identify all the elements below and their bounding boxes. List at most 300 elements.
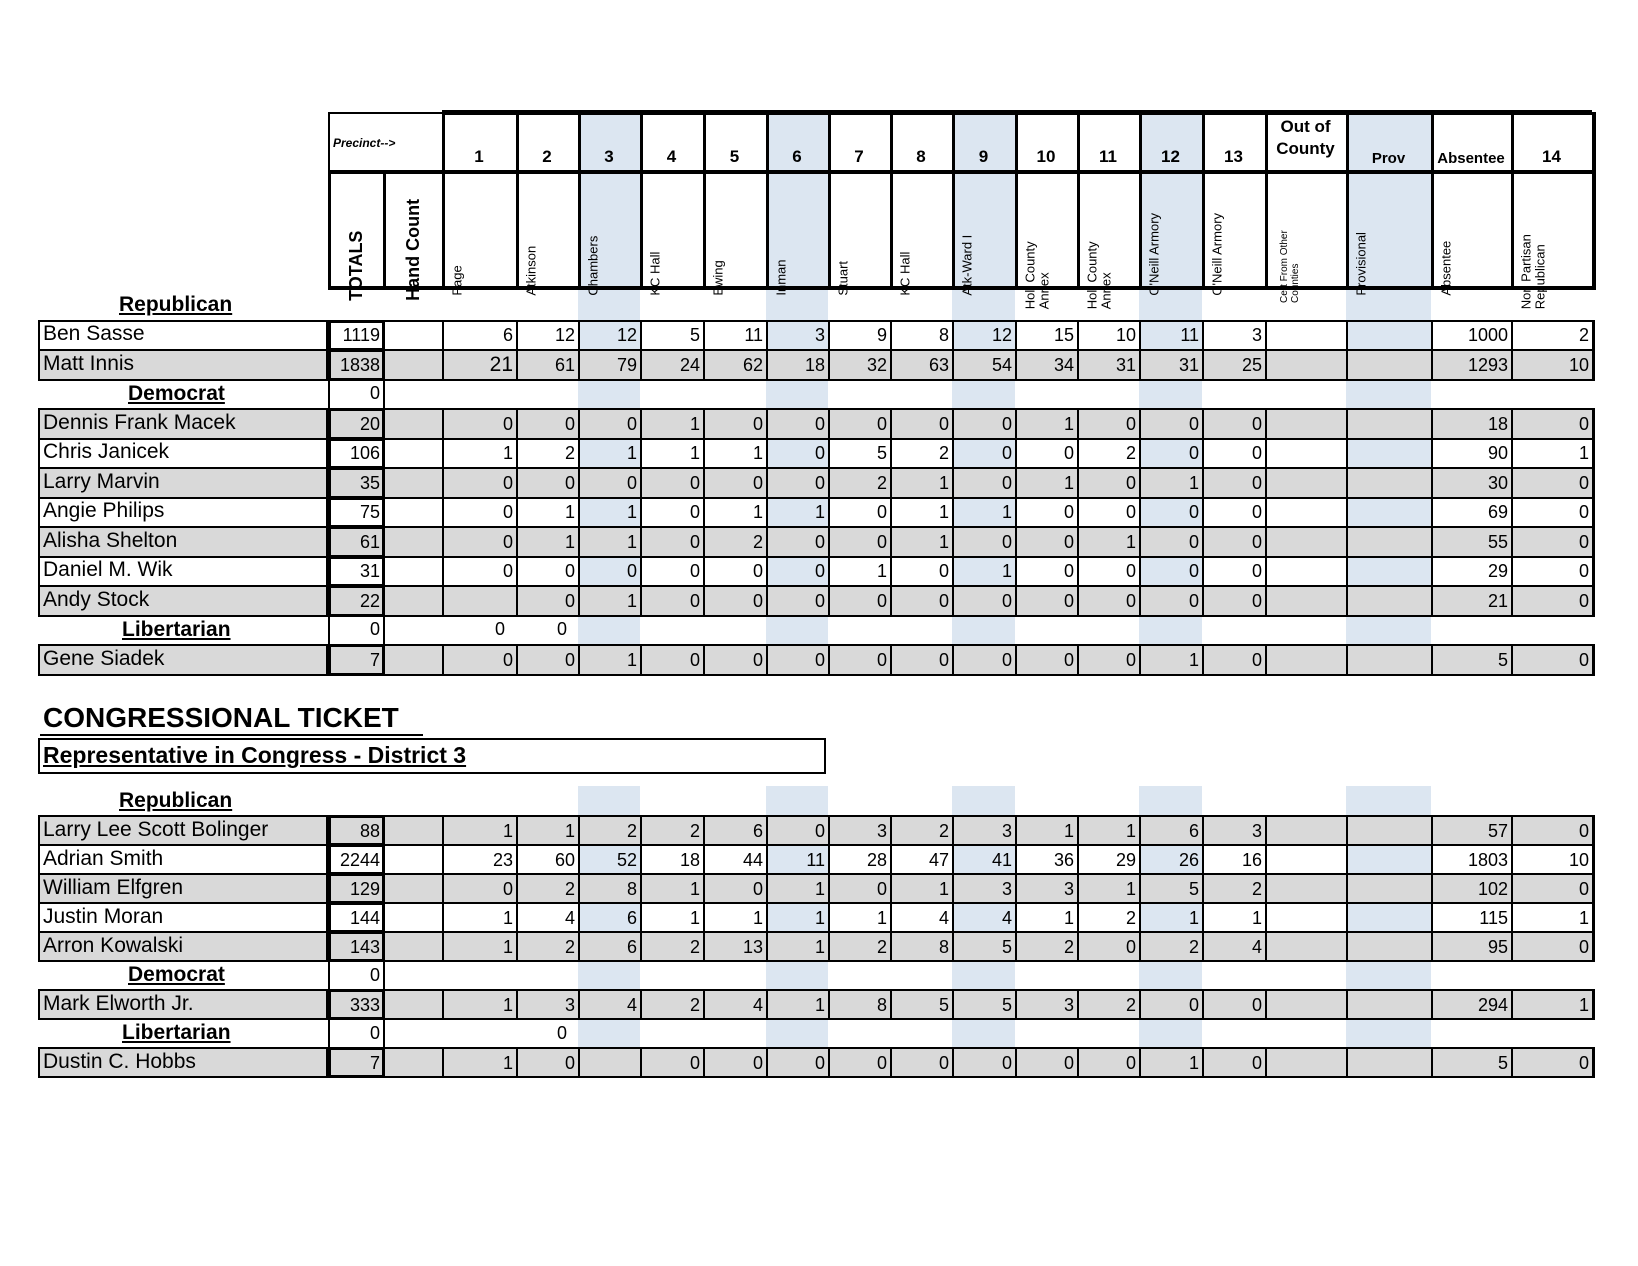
vote-count: 0 (689, 590, 700, 611)
vote-count: 0 (1125, 649, 1136, 670)
column-label: O'Neill Armory (1209, 212, 1225, 296)
vote-count: 0 (1063, 443, 1074, 464)
vote-count: 0 (1578, 413, 1589, 434)
vote-count: 5 (689, 325, 700, 346)
column-label: Non Partisan Republican (1518, 234, 1548, 310)
vote-count: 2 (1188, 936, 1199, 957)
vote-count: 1838 (339, 354, 380, 375)
vote-count: 4 (752, 994, 763, 1015)
vote-count: 5 (1001, 936, 1012, 957)
right-rule (1592, 556, 1595, 588)
vote-count: 0 (502, 472, 513, 493)
vote-count: 15 (1053, 325, 1074, 346)
vote-count: 0 (1188, 413, 1199, 434)
precinct-number: Out of County (1276, 117, 1335, 159)
vote-count: 4 (1001, 907, 1012, 928)
party-heading: Democrat (128, 381, 225, 405)
vote-count: 0 (1063, 502, 1074, 523)
candidate-name: Mark Elworth Jr. (43, 991, 194, 1015)
vote-count: 0 (1001, 1052, 1012, 1073)
vote-count: 0 (814, 561, 825, 582)
vote-count: 0 (1125, 561, 1136, 582)
header-col-rule (516, 112, 519, 290)
vote-count: 1 (1063, 820, 1074, 841)
vote-count: 54 (991, 354, 1012, 375)
right-rule (1592, 349, 1595, 381)
vote-count (578, 1048, 640, 1077)
candidate-name: Justin Moran (43, 904, 164, 928)
vote-count (1346, 527, 1431, 557)
vote-count: 0 (626, 413, 637, 434)
right-rule (1592, 1047, 1595, 1078)
vote-count: 23 (492, 849, 513, 870)
vote-count: 1 (1578, 994, 1589, 1015)
vote-count: 35 (359, 472, 380, 493)
vote-count: 3 (1001, 878, 1012, 899)
vote-count: 29 (1115, 849, 1136, 870)
candidate-name: Alisha Shelton (43, 528, 178, 552)
vote-count: 1 (876, 561, 887, 582)
vote-count: 12 (554, 325, 575, 346)
vote-count: 2 (938, 820, 949, 841)
vote-count: 0 (1125, 472, 1136, 493)
precinct-number: 7 (854, 147, 864, 166)
vote-count (1265, 527, 1346, 557)
vote-count: 4 (564, 907, 575, 928)
vote-count (383, 468, 442, 498)
vote-count: 1 (689, 413, 700, 434)
vote-count: 95 (1487, 936, 1508, 957)
vote-count: 28 (866, 849, 887, 870)
vote-count: 2 (1125, 994, 1136, 1015)
vote-count: 1 (1578, 907, 1589, 928)
vote-count: 6 (1188, 820, 1199, 841)
candidate-name: Angie Philips (43, 499, 165, 523)
header-col-rule (1202, 112, 1205, 290)
vote-count: 1 (876, 907, 887, 928)
vote-count: 21 (489, 353, 513, 377)
column-label: Ewing (710, 260, 726, 296)
vote-count: 6 (502, 325, 513, 346)
vote-count: 0 (938, 561, 949, 582)
vote-count (383, 816, 442, 845)
vote-count: 0 (1578, 502, 1589, 523)
vote-count: 2 (938, 443, 949, 464)
vote-count: 0 (876, 878, 887, 899)
vote-count: 1293 (1467, 354, 1508, 375)
vote-count (1346, 990, 1431, 1019)
vote-count: 0 (814, 531, 825, 552)
precinct-number: Absentee (1437, 150, 1505, 167)
candidate-name: Andy Stock (43, 587, 150, 611)
vote-count: 5 (1497, 1052, 1508, 1073)
vote-count: 1 (1188, 472, 1199, 493)
header-right-rule (1592, 112, 1596, 290)
vote-count: 0 (752, 413, 763, 434)
right-rule (1592, 438, 1595, 470)
party-total: 0 (369, 619, 380, 640)
section-subtitle: Representative in Congress - District 3 (43, 742, 467, 768)
vote-count: 88 (359, 820, 380, 841)
vote-count: 30 (1487, 472, 1508, 493)
vote-count (1346, 932, 1431, 961)
header-col-rule (640, 112, 643, 290)
right-rule (1592, 467, 1595, 499)
vote-count: 0 (1251, 649, 1262, 670)
precinct-number: Prov (1371, 150, 1406, 167)
vote-count: 61 (554, 354, 575, 375)
precinct-number: 2 (542, 147, 552, 166)
vote-count: 1 (502, 1052, 513, 1073)
precinct-number: 8 (916, 147, 926, 166)
right-rule (1592, 873, 1595, 904)
right-rule (1592, 320, 1595, 352)
vote-count: 0 (1125, 590, 1136, 611)
vote-count: 25 (1241, 354, 1262, 375)
vote-count: 1 (502, 907, 513, 928)
vote-count: 1 (564, 531, 575, 552)
header-col-rule (890, 112, 893, 290)
header-col-rule (703, 112, 706, 290)
vote-count (1265, 874, 1346, 903)
vote-count: 0 (626, 472, 637, 493)
precinct-number: 6 (792, 147, 802, 166)
vote-count: 2 (876, 472, 887, 493)
vote-count: 52 (616, 849, 637, 870)
vote-count: 61 (359, 531, 380, 552)
vote-count (1346, 586, 1431, 616)
vote-count: 1803 (1467, 849, 1508, 870)
vote-count: 0 (689, 472, 700, 493)
column-label: Inman (773, 259, 789, 296)
header-col-rule (328, 170, 331, 290)
vote-count (383, 321, 442, 351)
vote-count: 102 (1477, 878, 1508, 899)
vote-count: 0 (1188, 502, 1199, 523)
vote-count: 1 (1188, 907, 1199, 928)
vote-count: 3 (564, 994, 575, 1015)
candidate-name: Larry Lee Scott Bolinger (43, 817, 269, 841)
vote-count: 1 (626, 443, 637, 464)
header-col-rule (1511, 112, 1514, 290)
vote-count: 0 (502, 878, 513, 899)
party-total: 0 (369, 383, 380, 404)
vote-count (1265, 498, 1346, 528)
vote-count: 0 (1125, 502, 1136, 523)
vote-count: 2 (689, 936, 700, 957)
candidate-name: Adrian Smith (43, 846, 164, 870)
vote-count: 2 (564, 936, 575, 957)
vote-count: 7 (369, 649, 380, 670)
vote-count (1265, 990, 1346, 1019)
party-extra-value: 0 (556, 619, 567, 640)
vote-count: 18 (804, 354, 825, 375)
vote-count: 0 (1251, 531, 1262, 552)
vote-count: 0 (876, 531, 887, 552)
precinct-number: 9 (978, 147, 989, 166)
vote-count: 2 (752, 531, 763, 552)
vote-count (1265, 468, 1346, 498)
vote-count: 2 (564, 443, 575, 464)
vote-count: 12 (616, 325, 637, 346)
vote-count (383, 990, 442, 1019)
vote-count (383, 498, 442, 528)
vote-count: 1 (752, 443, 763, 464)
vote-count: 3 (1063, 878, 1074, 899)
vote-count: 0 (752, 590, 763, 611)
vote-count: 0 (626, 561, 637, 582)
vote-count: 0 (1063, 1052, 1074, 1073)
vote-count (383, 527, 442, 557)
vote-count: 0 (938, 413, 949, 434)
vote-count: 29 (1487, 561, 1508, 582)
vote-count (383, 1048, 442, 1077)
vote-count: 1 (1063, 907, 1074, 928)
vote-count: 12 (991, 325, 1012, 346)
vote-count: 0 (1063, 561, 1074, 582)
vote-count: 1 (1578, 443, 1589, 464)
candidate-name: Gene Siadek (43, 646, 165, 670)
column-label: Chambers (585, 235, 601, 296)
vote-count: 0 (752, 649, 763, 670)
right-rule (1592, 585, 1595, 617)
header-col-rule (383, 170, 386, 290)
vote-count (1346, 903, 1431, 932)
vote-count: 0 (564, 561, 575, 582)
vote-count: 0 (938, 590, 949, 611)
vote-count (1265, 903, 1346, 932)
vote-count: 0 (1125, 413, 1136, 434)
party-extra-value (442, 1018, 508, 1047)
vote-count: 2 (689, 820, 700, 841)
vote-count: 6 (626, 907, 637, 928)
vote-count: 1 (689, 443, 700, 464)
column-label: Atk-Ward I (959, 234, 975, 296)
party-heading: Republican (119, 293, 233, 316)
vote-count: 0 (564, 590, 575, 611)
party-heading: Libertarian (122, 1021, 231, 1044)
candidate-name: Daniel M. Wik (43, 558, 173, 582)
right-rule (1592, 526, 1595, 558)
column-label: Holt County Annex (1022, 241, 1052, 310)
vote-count: 47 (928, 849, 949, 870)
precinct-number: 3 (604, 147, 614, 166)
vote-count: 0 (564, 413, 575, 434)
party-heading: Democrat (128, 963, 225, 986)
vote-count: 10 (1568, 354, 1589, 375)
header-col-rule (442, 112, 445, 290)
vote-count: 11 (1180, 325, 1199, 346)
vote-count: 6 (626, 936, 637, 957)
vote-count: 1119 (342, 325, 380, 346)
vote-count: 69 (1487, 502, 1508, 523)
precinct-number: 1 (474, 147, 484, 166)
vote-count: 0 (876, 1052, 887, 1073)
vote-count (1265, 586, 1346, 616)
vote-count: 31 (359, 561, 380, 582)
vote-count: 0 (1063, 531, 1074, 552)
vote-count (383, 557, 442, 587)
vote-count: 0 (502, 561, 513, 582)
vote-count: 1 (938, 502, 949, 523)
vote-count: 1 (1125, 878, 1136, 899)
vote-count: 1 (1188, 1052, 1199, 1073)
vote-count: 10 (1115, 325, 1136, 346)
vote-count: 11 (744, 325, 763, 346)
vote-count: 0 (1578, 472, 1589, 493)
column-label: Atkinson (523, 245, 539, 296)
right-rule (1592, 815, 1595, 846)
vote-count: 75 (359, 502, 380, 523)
candidate-name: Chris Janicek (43, 440, 170, 464)
vote-count: 1 (1063, 472, 1074, 493)
vote-count: 5 (938, 994, 949, 1015)
vote-count: 0 (1001, 413, 1012, 434)
precinct-label: Precinct--> (333, 136, 396, 150)
vote-count: 1 (502, 820, 513, 841)
vote-count: 1 (814, 502, 825, 523)
vote-count: 1 (1251, 907, 1262, 928)
vote-count: 0 (814, 413, 825, 434)
vote-count: 0 (564, 1052, 575, 1073)
vote-count: 1 (938, 878, 949, 899)
column-label: O'Neill Armory (1146, 212, 1162, 296)
vote-count: 0 (1251, 472, 1262, 493)
vote-count: 2 (1125, 907, 1136, 928)
header-col-rule (1139, 112, 1142, 290)
vote-count: 0 (1578, 936, 1589, 957)
party-extra-value: 0 (494, 619, 505, 640)
vote-count: 2 (876, 936, 887, 957)
vote-count: 20 (359, 413, 380, 434)
vote-count: 21 (1487, 590, 1508, 611)
column-label: Hand Count (402, 198, 423, 301)
vote-count: 1 (814, 907, 825, 928)
vote-count: 0 (502, 413, 513, 434)
vote-count: 18 (679, 849, 700, 870)
party-heading: Libertarian (122, 617, 231, 641)
vote-count: 2 (1251, 878, 1262, 899)
vote-count: 31 (1178, 354, 1199, 375)
vote-count (1346, 845, 1431, 874)
vote-count (1346, 409, 1431, 439)
vote-count: 44 (742, 849, 763, 870)
precinct-number: 5 (729, 147, 740, 166)
vote-count (1265, 439, 1346, 469)
vote-count (1265, 409, 1346, 439)
vote-count: 0 (1125, 1052, 1136, 1073)
vote-count: 4 (1251, 936, 1262, 957)
vote-count (1265, 932, 1346, 961)
header-col-rule (578, 112, 581, 290)
vote-count: 1 (564, 502, 575, 523)
vote-count: 2 (689, 994, 700, 1015)
vote-count: 0 (1001, 472, 1012, 493)
vote-count: 79 (616, 354, 637, 375)
vote-count: 1 (1063, 413, 1074, 434)
right-rule (1592, 989, 1595, 1020)
candidate-name: Dustin C. Hobbs (43, 1049, 196, 1073)
vote-count: 18 (1487, 413, 1508, 434)
vote-count: 0 (1578, 531, 1589, 552)
vote-count: 5 (1497, 649, 1508, 670)
vote-count: 0 (1251, 1052, 1262, 1073)
vote-count: 0 (814, 1052, 825, 1073)
vote-count (1265, 557, 1346, 587)
vote-count (383, 845, 442, 874)
header-col-rule (1077, 112, 1080, 290)
vote-count: 7 (369, 1052, 380, 1073)
vote-count: 294 (1477, 994, 1508, 1015)
vote-count: 0 (1188, 561, 1199, 582)
vote-count: 63 (928, 354, 949, 375)
vote-count: 26 (1178, 849, 1199, 870)
vote-count: 1 (689, 878, 700, 899)
vote-count: 0 (938, 1052, 949, 1073)
party-heading: Republican (119, 789, 233, 812)
vote-count: 5 (876, 443, 887, 464)
vote-count: 0 (689, 1052, 700, 1073)
vote-count (1265, 321, 1346, 351)
header-col-rule (1015, 112, 1018, 290)
column-label: Absentee (1438, 240, 1454, 296)
vote-count: 143 (349, 936, 380, 957)
vote-count: 0 (814, 820, 825, 841)
vote-count: 0 (1251, 413, 1262, 434)
vote-count (1346, 439, 1431, 469)
vote-count: 3 (1001, 820, 1012, 841)
vote-count: 0 (1188, 590, 1199, 611)
vote-count: 16 (1241, 849, 1262, 870)
vote-count: 0 (1251, 561, 1262, 582)
vote-count: 1 (752, 907, 763, 928)
vote-count: 0 (814, 590, 825, 611)
precinct-number: 12 (1161, 147, 1180, 166)
vote-count: 1 (938, 531, 949, 552)
vote-count: 106 (349, 443, 380, 464)
column-label: KC Hall (647, 251, 663, 296)
vote-count: 0 (876, 590, 887, 611)
column-label: KC Hall (897, 251, 913, 296)
vote-count: 0 (1578, 1052, 1589, 1073)
vote-count: 1 (1001, 561, 1012, 582)
vote-count: 2 (1578, 325, 1589, 346)
vote-count: 8 (626, 878, 637, 899)
candidate-name: Ben Sasse (43, 322, 145, 346)
vote-count: 115 (1479, 907, 1508, 928)
header-col-rule (766, 112, 769, 290)
vote-count: 1 (1188, 649, 1199, 670)
vote-count (383, 409, 442, 439)
vote-count: 333 (349, 994, 380, 1015)
vote-count: 0 (502, 649, 513, 670)
title-underline (40, 734, 423, 736)
precinct-number: 14 (1542, 147, 1561, 166)
vote-count (383, 932, 442, 961)
vote-count: 0 (1251, 994, 1262, 1015)
vote-count: 4 (626, 994, 637, 1015)
vote-count: 0 (876, 413, 887, 434)
vote-count: 1 (1125, 531, 1136, 552)
right-rule (1592, 844, 1595, 875)
precinct-number: 13 (1224, 147, 1243, 166)
vote-count: 0 (1578, 878, 1589, 899)
candidate-name: Arron Kowalski (43, 933, 184, 957)
candidate-name: William Elfgren (43, 875, 184, 899)
vote-count: 0 (689, 502, 700, 523)
vote-count: 0 (876, 649, 887, 670)
vote-count: 0 (752, 878, 763, 899)
